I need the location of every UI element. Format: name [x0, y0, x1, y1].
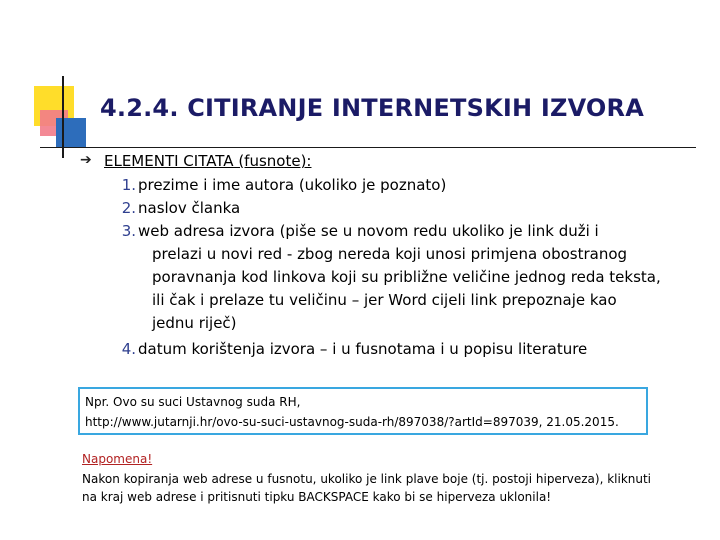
list-item-text: web adresa izvora (piše se u novom redu ukoliko je link duži i: [138, 222, 599, 240]
citation-elements-heading: ELEMENTI CITATA (fusnote):: [104, 152, 312, 170]
list-item-number: 3.: [121, 222, 136, 240]
list-item-number: 2.: [121, 199, 136, 217]
example-line: Npr. Ovo su suci Ustavnog suda RH,: [85, 395, 301, 409]
example-box: [78, 387, 648, 435]
title-underline: [40, 147, 696, 148]
decor-blue-square: [56, 118, 86, 148]
list-item-text: datum korištenja izvora – i u fusnotama i u popisu literature: [138, 340, 588, 358]
list-item-number: 4.: [121, 340, 136, 358]
list-item-text: naslov članka: [138, 199, 241, 217]
decor-vertical-line: [62, 76, 64, 158]
example-url-line: http://www.jutarnji.hr/ovo-su-suci-ustavnog-suda-rh/897038/?artId=897039, 21.05.2015.: [85, 415, 619, 429]
note-text-line: na kraj web adrese i pritisnuti tipku BACKSPACE kako bi se hiperveza uklonila!: [82, 490, 552, 504]
list-item-text: jednu riječ): [152, 314, 237, 332]
list-item-text: ili čak i prelaze tu veličinu – jer Word cijeli link prepoznaje kao: [152, 291, 617, 309]
page-title: 4.2.4. CITIRANJE INTERNETSKIH IZVORA: [100, 94, 644, 122]
list-item-number: 1.: [121, 176, 136, 194]
note-title: Napomena!: [82, 452, 153, 466]
list-item-text: poravnanja kod linkova koji su približne veličine jednog reda teksta,: [152, 268, 661, 286]
arrow-right-icon: ➔: [80, 152, 92, 168]
list-item-text: prelazi u novi red - zbog nereda koji unosi primjena obostranog: [152, 245, 628, 263]
note-text: [82, 470, 682, 506]
list-item-text: prezime i ime autora (ukoliko je poznato): [138, 176, 447, 194]
note-text-line: Nakon kopiranja web adrese u fusnotu, ukoliko je link plave boje (tj. postoji hiperveza), kliknuti: [82, 472, 652, 486]
